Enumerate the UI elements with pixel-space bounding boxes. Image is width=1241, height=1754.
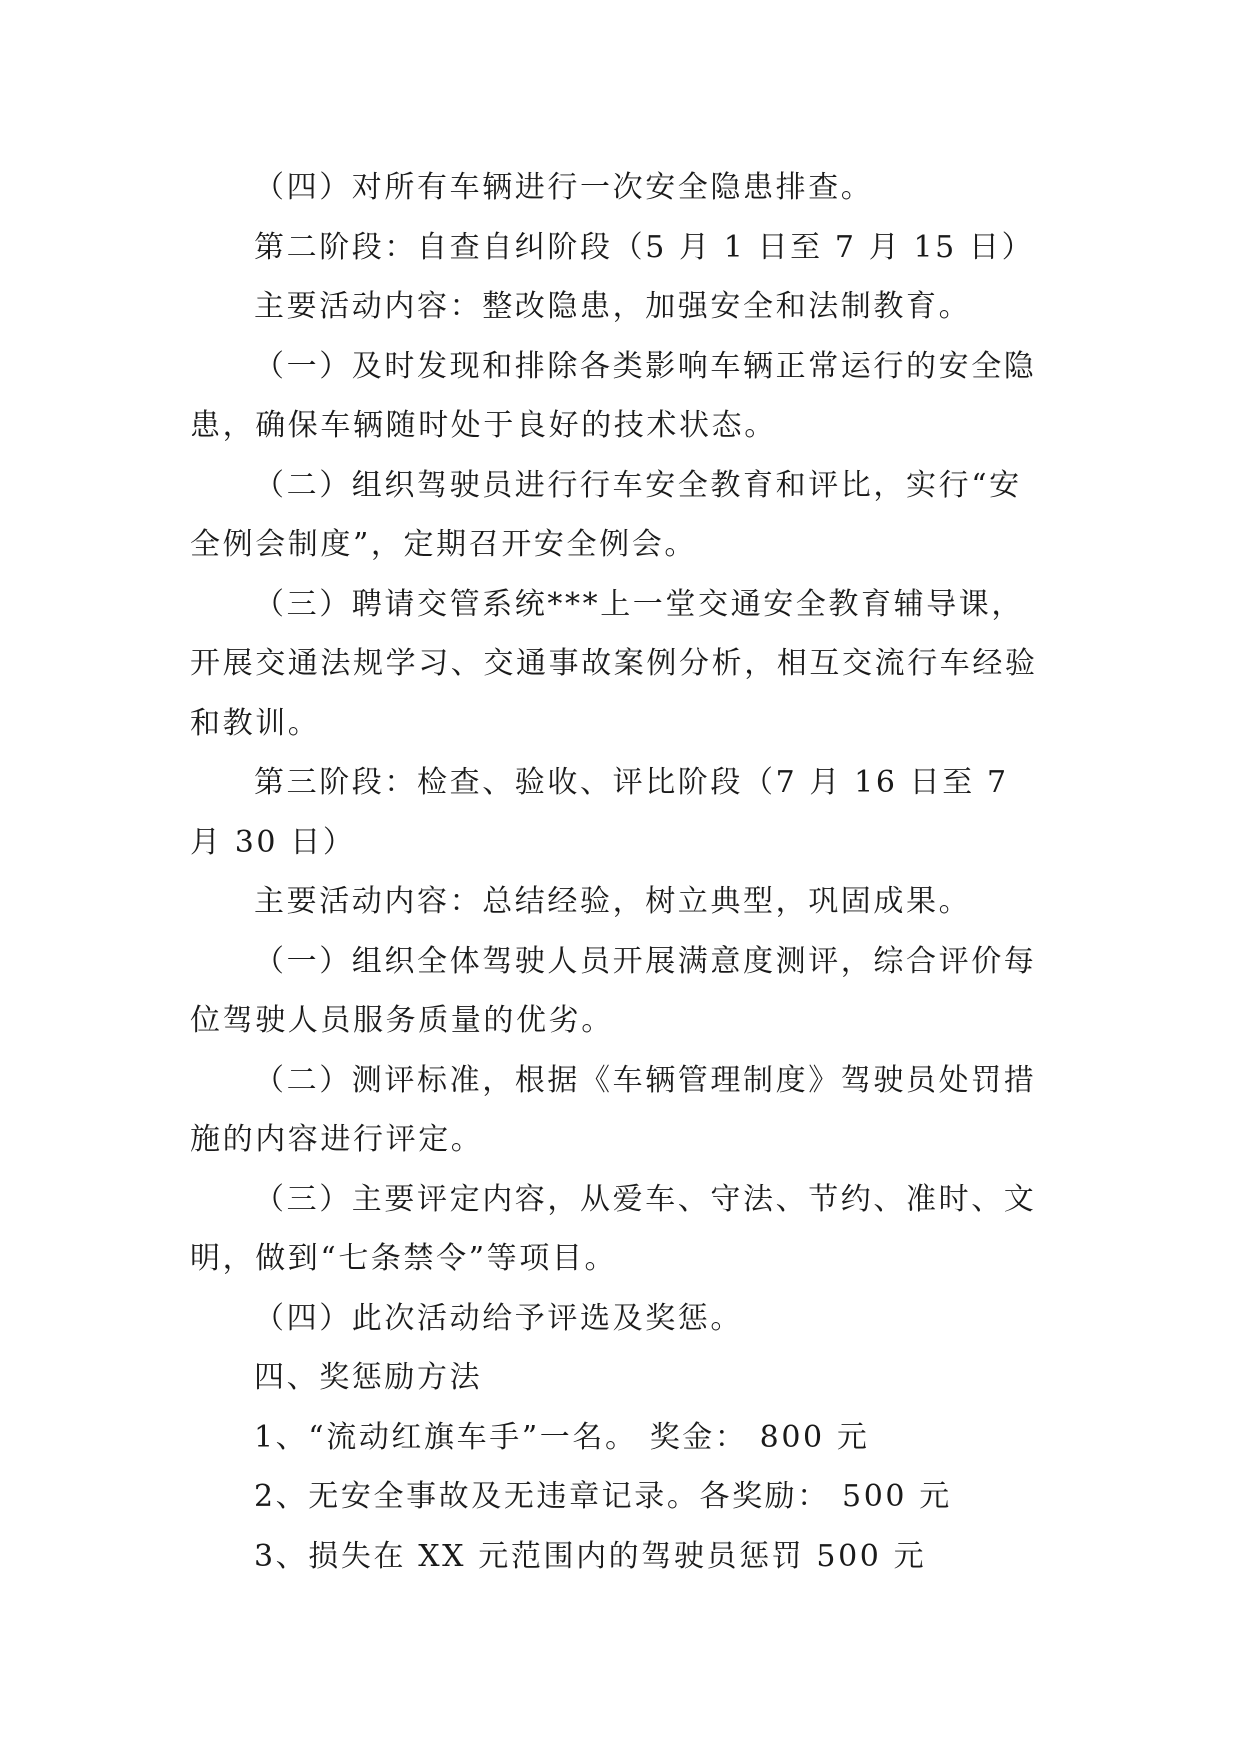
- paragraph-stage-2-heading: 第二阶段：自查自纠阶段（5 月 1 日至 7 月 15 日）: [254, 229, 1035, 265]
- paragraph-stage-2-main-content: 主要活动内容：整改隐患，加强安全和法制教育。: [254, 289, 972, 324]
- paragraph-stage-3-item-1: （一）组织全体驾驶人员开展满意度测评，综合评价每位驾驶人员服务质量的优劣。: [190, 943, 1037, 1038]
- paragraph-stage-3-item-2: （二）测评标准，根据《车辆管理制度》驾驶员处罚措施的内容进行评定。: [190, 1062, 1037, 1157]
- paragraph-stage-3-main-content: 主要活动内容：总结经验，树立典型，巩固成果。: [254, 884, 972, 919]
- section-heading-rewards: 四、奖惩励方法: [254, 1360, 483, 1395]
- paragraph-stage-3-item-4: （四）此次活动给予评选及奖惩。: [254, 1300, 743, 1336]
- reward-item-3: 3、损失在 XX 元范围内的驾驶员惩罚 500 元: [254, 1538, 927, 1574]
- paragraph-stage-2-item-1: （一）及时发现和排除各类影响车辆正常运行的安全隐患，确保车辆随时处于良好的技术状态。: [190, 348, 1037, 443]
- paragraph-stage-3-heading: 第三阶段：检查、验收、评比阶段（7 月 16 日至 7 月 30 日）: [190, 765, 1009, 860]
- paragraph-stage-3-item-3: （三）主要评定内容，从爱车、守法、节约、准时、文明，做到“七条禁令”等项目。: [190, 1181, 1037, 1276]
- paragraph-inspection-item-4: （四）对所有车辆进行一次安全隐患排查。: [254, 170, 874, 205]
- paragraph-stage-2-item-2: （二）组织驾驶员进行行车安全教育和评比，实行“安全例会制度”，定期召开安全例会。: [190, 467, 1022, 562]
- paragraph-stage-2-item-3: （三）聘请交管系统***上一堂交通安全教育辅导课，开展交通法规学习、交通事故案例分析，相互交流行车经验和教训。: [190, 586, 1038, 741]
- document-body: [190, 158, 1050, 1586]
- reward-item-1: 1、“流动红旗车手”一名。 奖金： 800 元: [254, 1419, 870, 1455]
- reward-item-2: 2、无安全事故及无违章记录。各奖励： 500 元: [254, 1479, 952, 1514]
